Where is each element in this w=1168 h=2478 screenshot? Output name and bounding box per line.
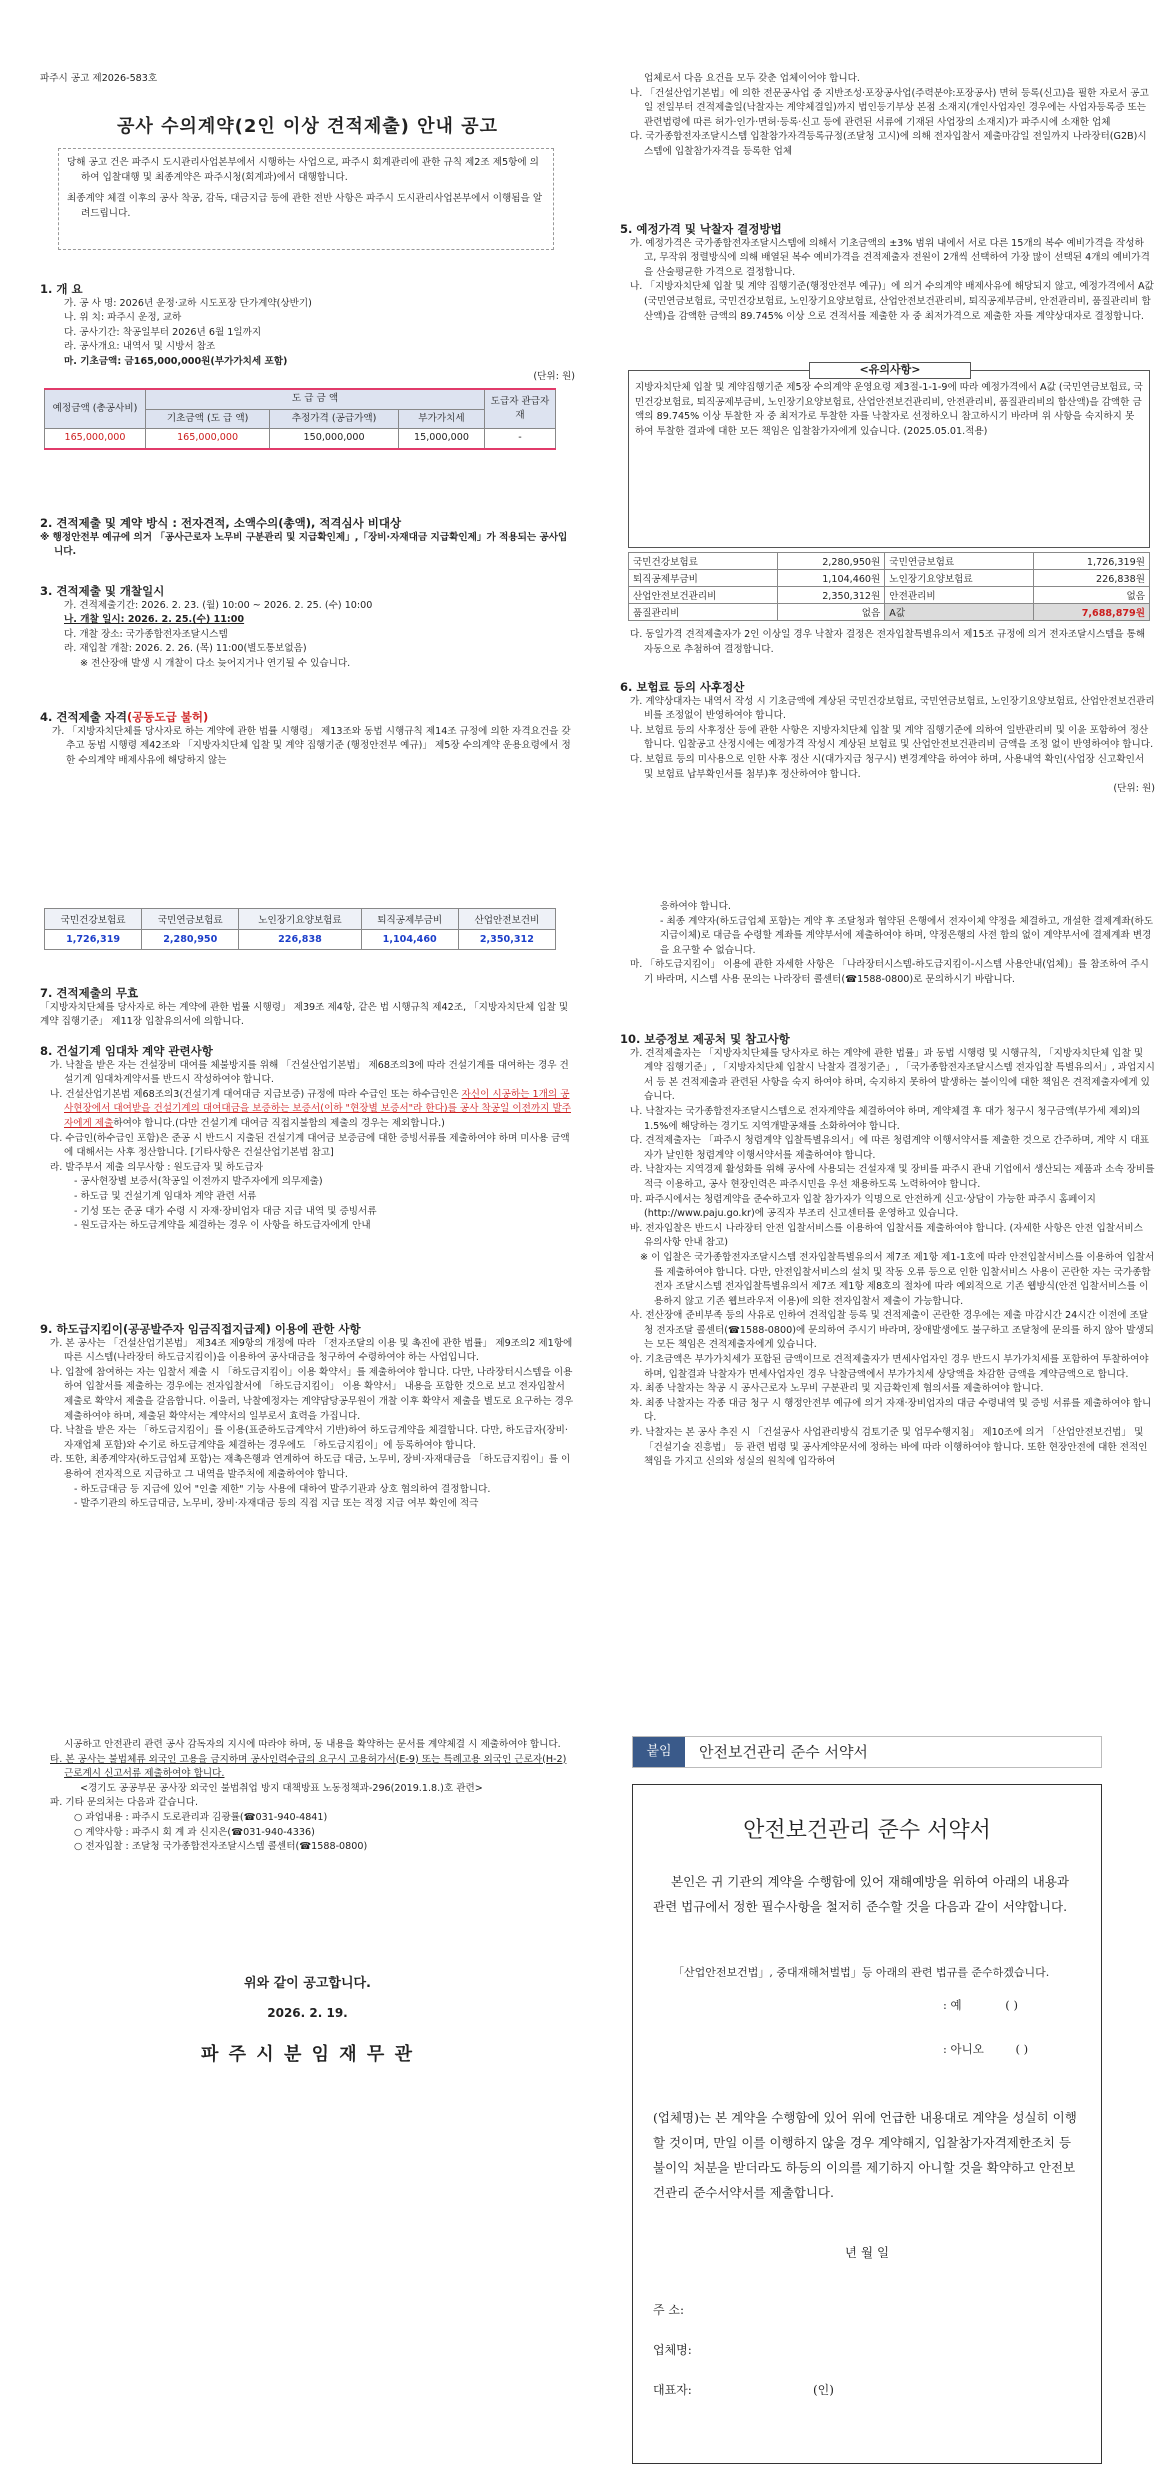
company-field[interactable]: 업체명: xyxy=(653,2343,692,2357)
page-title: 공사 수의계약(2인 이상 견적제출) 안내 공고 xyxy=(117,116,498,137)
cost-label: 산업안전보건관리비 xyxy=(629,587,778,604)
intro-box xyxy=(58,148,554,250)
cost-label: 안전관리비 xyxy=(885,587,1034,604)
sec6-a: 가. 계약상대자는 내역서 작성 시 기초금액에 계상된 국민건강보험료, 국민연금보험료, 노인장기요양보험료, 산업안전보건관리비를 조정없이 반영하여야 합니다. xyxy=(630,695,1155,722)
section-2-note: ※ 행정안전부 예규에 의거 「공사근로자 노무비 구분관리 및 지급확인제」,「장비·자재대금 지급확인제」가 적용되는 공사입니다. xyxy=(40,531,568,558)
sec1-item: 가. 공 사 명: 2026년 운정·교하 시도포장 단가계약(상반기) xyxy=(64,297,312,309)
section-3 xyxy=(40,580,575,672)
sec10-item: 사. 전산장애 준비부족 등의 사유로 인하여 견적입찰 등록 및 견적제출이 곤란한 경우에는 제출 마감시간 24시간 이전에 조달청 전자조달 콜센터(☎1588-0800)에 문의하여 주시기 바라며, 장애발생에도 불구하고 조달청에 문의를 하지 않아 발생되는 모든 책임은 견적제출자에게 있습니다. xyxy=(630,1310,1154,1351)
amount-table xyxy=(44,388,556,450)
right-column-2 xyxy=(620,900,1155,988)
th-estimated: 예정금액 (총공사비) xyxy=(45,389,146,429)
section-5-title: 5. 예정가격 및 낙찰자 결정방법 xyxy=(620,222,782,236)
section-7 xyxy=(40,982,575,1030)
option-no-paren: ( ) xyxy=(1015,2042,1029,2056)
insurance-table xyxy=(44,908,556,950)
sec3-item: 라. 재입찰 개찰: 2026. 2. 26. (목) 11:00(별도통보없음) xyxy=(64,643,307,655)
cost-label: 품질관리비 xyxy=(629,604,778,621)
td-base: 165,000,000 xyxy=(146,429,270,449)
section-4-title-red: (공동도급 불허) xyxy=(127,710,209,724)
sec8-a: 가. 낙찰을 받은 자는 건설장비 대여를 체불방지를 위해 「건설산업기본법」 제68조의3에 따라 건설기계를 대여하는 경우 건설기계 임대차계약서를 반드시 작성하여야 합니다. xyxy=(50,1059,569,1086)
r2-cont: 응하여야 합니다. xyxy=(660,901,731,912)
section-9 xyxy=(40,1318,575,1512)
sec4-a: 가. 「지방자치단체를 당사자로 하는 계약에 관한 법률 시행령」 제13조와 동법 시행규칙 제14조 규정에 의한 자격요건을 갖추고 동법 시행령 제42조와 「지방자치단체 입찰 및 계약 집행기준 (행정안전부 예규)」 제5장 수의계약 운용요령에서 정한 수의계약 배제사유에 해당하지 않는 xyxy=(52,725,571,766)
section-1-title: 1. 개 요 xyxy=(40,282,83,296)
section-6 xyxy=(620,676,1155,797)
closing: 위와 같이 공고합니다. xyxy=(243,1976,371,1991)
sec8-b2: 자신이 시공하는 1개의 공사현장에서 대여받을 건설기계의 대여대금을 보증하는 보증서(이하 "현장별 보증서"라 한다)를 공사 착공일 이전까지 발주자에게 제출 xyxy=(64,1088,572,1129)
sec10-item: ※ 이 입찰은 국가종합전자조달시스템 전자입찰특별유의서 제7조 제1항 제1-1호에 따라 안전입찰서비스를 이용하여 입찰서를 제출하여야 합니다. 다만, 안전입찰서비스의 설치 및 작동 오류 등으로 인한 입찰서비스 사용이 곤란한 자는 국가종합전자 조달시스템 전자입찰특별유의서 제7조 제1항 제8호의 절차에 따라 예외적으로 기존 웹방식(안전 입찰서비스를 이용하지 않고 기존 웹브라우저 이용)에 의한 전자입찰서 제출이 가능합니다. xyxy=(640,1251,1155,1307)
sec10-item: 바. 전자입찰은 반드시 나라장터 안전 입찰서비스를 이용하여 입찰서를 제출하여야 합니다. (자세한 사항은 안전 입찰서비스 유의사항 안내 참고) xyxy=(630,1222,1143,1249)
section-2-title: 2. 견적제출 및 계약 방식 : 전자견적, 소액수의(총액), 적격심사 비대상 xyxy=(40,516,402,530)
sec3-item: ※ 전산장애 발생 시 개찰이 다소 늦어지거나 연기될 수 있습니다. xyxy=(80,657,351,669)
r1-cont: 업체로서 다음 요건을 모두 갖춘 업체이어야 합니다. xyxy=(644,73,860,84)
section-6-title: 6. 보험료 등의 사후정산 xyxy=(620,680,745,694)
ins-header: 국민연금보험료 xyxy=(142,909,239,930)
sec9-a: 가. 본 공사는 「건설산업기본법」 제34조 제9항의 개정에 따라 「전자조달의 이용 및 촉진에 관한 법률」 제9조의2 제1항에 따른 시스템(나라장터 하도급지킴이)을 이용하여 공사대금을 청구하여 수령하여야 하는 사업입니다. xyxy=(50,1337,573,1364)
sec8-d: 라. 발주부서 제출 의무사항 : 원도급자 및 하도급자 xyxy=(50,1161,263,1173)
sec5-a: 가. 예정가격은 국가종합전자조달시스템에 의해서 기초금액의 ±3% 범위 내에서 서로 다른 15개의 복수 예비가격을 작성하고, 무작위 정렬방식에 의해 배열된 복수 예비가격을 견적제출자 전원이 2개씩 선택하여 가장 많이 선택된 4개의 예비가격을 산술평균한 가격으로 결정합니다. xyxy=(630,237,1150,278)
sec10-item: 나. 낙찰자는 국가종합전자조달시스템으로 전자계약을 체결하여야 하며, 계약체결 후 대가 청구시 청구금액(부가세 제외)의 1.5%에 해당하는 경기도 지역개발공채를 소화하여야 합니다. xyxy=(630,1105,1141,1132)
sec8-d-item: - 원도급자는 하도급계약을 체결하는 경우 이 사항을 하도급자에게 안내 xyxy=(74,1220,371,1232)
pledge-title: 안전보건관리 준수 서약서 xyxy=(743,1818,991,1843)
sec10-item: 마. 파주시에서는 청렴계약을 준수하고자 입찰 참가자가 익명으로 안전하게 신고·상담이 가능한 파주시 홈페이지(http://www.paju.go.kr)에 공직자 부조리 신고센터를 운영하고 있습니다. xyxy=(630,1193,1096,1220)
sec1-item: 나. 위 치: 파주시 운정, 교하 xyxy=(64,312,182,324)
cost-label: 국민연금보험료 xyxy=(885,553,1034,570)
sec10-item: 자. 최종 낙찰자는 착공 시 공사근로자 노무비 구분관리 및 지급확인제 협의서를 제출하여야 합니다. xyxy=(630,1383,1044,1395)
sec9-d: 라. 또한, 최종계약자(하도급업체 포함)는 재촉은행과 연계하여 하도급 대금, 노무비, 장비·자재대금을 「하도급지킴이」를 이용하여 전자적으로 지급하고 그 내역을 발주처에 제출하여야 합니다. xyxy=(50,1454,571,1480)
address-field[interactable]: 주 소: xyxy=(653,2303,685,2317)
contact-line: ○ 과업내용 : 파주시 도로관리과 김광률(☎031-940-4841) xyxy=(74,1811,328,1823)
sec10-item: 다. 견적제출자는 「파주시 청렴계약 입찰특별유의서」에 따른 청렴계약 이행서약서를 제출한 것으로 간주하며, 계약 시 대표자가 날인한 청렴계약 이행서약서를 제출하여야 합니다. xyxy=(630,1135,1150,1161)
attachment-header xyxy=(632,1736,1102,1768)
bl-cont: 시공하고 안전관리 관련 공사 감독자의 지시에 따라야 하며, 동 내용을 확약하는 문서를 계약체결 시 제출하여야 합니다. xyxy=(64,1739,561,1750)
ins-value: 226,838 xyxy=(239,930,361,950)
cost-label: 퇴직공제부금비 xyxy=(629,570,778,587)
th-est-price: 추정가격 (공급가액) xyxy=(270,409,399,429)
sec3-item: 나. 개찰 일시: 2026. 2. 25.(수) 11:00 xyxy=(64,614,245,626)
cost-value-a: 7,688,879원 xyxy=(1033,604,1149,621)
th-contract: 도 급 금 액 xyxy=(146,389,485,409)
sec9-d-item: - 하도급대금 등 지급에 있어 "인출 제한" 기능 사용에 대하여 발주기관과 상호 협의하여 결정합니다. xyxy=(74,1483,491,1495)
th-base: 기초금액 (도 급 액) xyxy=(146,409,270,429)
bl-pa: 파. 기타 문의처는 다음과 같습니다. xyxy=(50,1797,199,1809)
sec10-item: 카. 낙찰자는 본 공사 추진 시 「건설공사 사업관리방식 검토기준 및 업무수행지침」 제10조에 의거 「산업안전보건법」 및 「건설기술 진흥법」 등 관련 법령 및 공사계약문서에 정하는 바에 따라 이행하여야 합니다. 또한 현장안전에 대한 전적인 책임을 가지고 신의와 성실의 원칙에 입각하여 xyxy=(630,1427,1148,1468)
section-9-title: 9. 하도급지킴이(공공발주자 임금직접지급제) 이용에 관한 사항 xyxy=(40,1322,361,1336)
cost-value: 2,350,312원 xyxy=(777,587,885,604)
sec5-b: 나. 「지방자치단체 입찰 및 계약 집행기준(행정안전부 예규)」에 의거 수의계약 배제사유에 해당되지 않고, 예정가격에서 A값(국민연금보험료, 국민건강보험료, 노인장기요양보험료, 산업안전보건관리비, 퇴직공제부금비, 안전관리비, 품질관리비 합산액)을 감액한 금액의 89.745% 이상 으로 견적서를 제출한 자 중 최저가격으로 제출한 자를 계약상대자로 결정합니다. xyxy=(630,281,1154,322)
sec8-d-item: - 기성 또는 준공 대가 수령 시 자재·장비업자 대금 지급 내역 및 증빙서류 xyxy=(74,1205,377,1217)
cost-label: 국민건강보험료 xyxy=(629,553,778,570)
section-8-title: 8. 건설기계 임대차 계약 관련사항 xyxy=(40,1044,213,1058)
r1-c: 다. 국가종합전자조달시스템 입찰참가자격등록규정(조달청 고시)에 의해 전자입찰서 제출마감일 전일까지 나라장터(G2B)시스템에 입찰참가자격을 등록한 업체 xyxy=(630,131,1147,157)
caution-title: <유의사항> xyxy=(809,362,971,379)
td-est-price: 150,000,000 xyxy=(270,429,399,449)
contact-line: ○ 계약사항 : 파주시 회 계 과 신지은(☎031-940-4336) xyxy=(74,1826,315,1838)
sec9-c: 다. 낙찰을 받은 자는 「하도급지킴이」를 이용(표준하도급계약서 기반)하여 하도급계약을 체결합니다. 다만, 하도급자(장비·자재업체 포함)와 수기로 하도급계약을 체결하는 경우에도 「하도급지킴이」에 등록하여야 합니다. xyxy=(50,1425,568,1451)
td-vat: 15,000,000 xyxy=(398,429,484,449)
sec6-unit: (단위: 원) xyxy=(1113,783,1155,795)
sec3-item: 다. 개찰 장소: 국가종합전자조달시스템 xyxy=(64,628,228,640)
attachment-title: 안전보건관리 준수 서약서 xyxy=(699,1743,868,1761)
sec5-c: 다. 동일가격 견적제출자가 2인 이상일 경우 낙찰자 결정은 전자입찰특별유의서 제15조 규정에 의거 전자조달시스템을 통해 자동으로 추첨하여 결정합니다. xyxy=(630,629,1146,655)
cost-value: 2,280,950원 xyxy=(777,553,885,570)
td-estimated: 165,000,000 xyxy=(45,429,146,449)
sec8-b3: 하여야 합니다.(다만 건설기계 대여금 직접지불합의 제출의 경우는 제외합니다.) xyxy=(113,1117,445,1129)
r1-b: 나. 「건설산업기본법」에 의한 전문공사업 중 지반조성·포장공사업(주력분야:포장공사) 면허 등록(신고)을 필한 자로서 공고일 전일부터 견적제출일(낙찰자는 계약체결일)까지 법인등기부상 본점 소재지(개인사업자인 경우에는 사업자등록증 또는 관련법령에 따른 허가·인가·면허·등록·신고 등에 관련된 서류에 기재된 사업장의 소재지)가 파주시에 소재한 업체 xyxy=(630,87,1149,128)
unit-label: (단위: 원) xyxy=(533,370,575,382)
ins-header: 국민건강보험료 xyxy=(45,909,142,930)
issuer: 파 주 시 분 임 재 무 관 xyxy=(201,2044,414,2065)
right-column-1 xyxy=(620,72,1155,160)
option-yes-paren: ( ) xyxy=(1005,1998,1018,2012)
r2-bullet: - 최종 계약자(하도급업체 포함)는 계약 후 조달청과 협약된 은행에서 전자이체 약정을 체결하고, 개설한 결제계좌(하도지급이체)로 대금을 수령할 계좌를 계약부서에 제출하여야 하며, 약정은행의 사전 합의 없이 계약부서에 결제계좌 변경을 요구할 수 없습니다. xyxy=(660,915,1153,956)
cost-value: 없음 xyxy=(777,604,885,621)
sec10-item: 차. 최종 낙찰자는 각종 대금 청구 시 행정안전부 예규에 의거 자재·장비업자의 대금 수령내역 및 증빙 서류를 제출하여야 합니다. xyxy=(630,1397,1152,1424)
sec1-item: 마. 기초금액: 금165,000,000원(부가가치세 포함) xyxy=(64,355,288,367)
section-7-title: 7. 견적제출의 무효 xyxy=(40,986,139,1000)
sec3-item: 가. 견적제출기간: 2026. 2. 23. (월) 10:00 ~ 2026. 2. 25. (수) 10:00 xyxy=(64,599,373,611)
cost-value: 1,104,460원 xyxy=(777,570,885,587)
ins-header: 노인장기요양보험료 xyxy=(239,909,361,930)
sec8-b1: 나. 건설산업기본법 제68조의3(건설기계 대여대금 지급보증) 규정에 따라 수급인 또는 하수급인은 xyxy=(50,1088,459,1100)
section-4 xyxy=(40,706,575,768)
bottom-left xyxy=(40,1738,575,1855)
section-3-title: 3. 견적제출 및 개찰일시 xyxy=(40,584,165,598)
ins-header: 산업안전보건비 xyxy=(458,909,555,930)
attachment-tag: 붙임 xyxy=(633,1737,685,1767)
sec1-item: 다. 공사기간: 착공일부터 2026년 6월 1일까지 xyxy=(64,326,262,338)
cost-label: 노인장기요양보험료 xyxy=(885,570,1034,587)
section-4-title: 4. 견적제출 자격 xyxy=(40,710,128,724)
ins-value: 1,726,319 xyxy=(45,930,142,950)
cost-value: 226,838원 xyxy=(1033,570,1149,587)
intro-line-1: 당해 공고 건은 파주시 도시관리사업본부에서 시행하는 사업으로, 파주시 회계관리에 관한 규칙 제2조 제5항에 의하여 입찰대행 및 최종계약은 파주시청(회계과)에서 대행합니다. xyxy=(67,157,539,183)
option-no-label: : 아니오 xyxy=(943,2042,984,2056)
intro-line-2: 최종계약 체결 이후의 공사 착공, 감독, 대금지급 등에 관한 전반 사항은 파주시 도시관리사업본부에서 이행됨을 알려드립니다. xyxy=(67,193,543,219)
th-supplied: 도급자 관급자재 xyxy=(485,389,556,429)
cost-value: 없음 xyxy=(1033,587,1149,604)
ins-header: 퇴직공제부금비 xyxy=(361,909,458,930)
sec10-item: 라. 낙찰자는 지역경제 활성화를 위해 공사에 사용되는 건설자재 및 장비를 파주시 관내 기업에서 생산되는 제품과 소속 장비를 적극 이용하고, 공사 현장인력은 파주시민을 우선 채용하도록 노력하여야 합니다. xyxy=(630,1164,1155,1190)
sec10-item: 가. 견적제출자는 「지방자치단체를 당사자로 하는 계약에 관한 법률」과 동법 시행령 및 시행규칙, 「지방자치단체 입찰 및 계약 집행기준」, 「지방자치단체 입찰시 낙찰자 결정기준」, 「국가종합전자조달시스템 전자입찰 특별유의서」, 과업지시서 등 본 견적제출과 관련된 사항을 숙지 하여야 하며, 숙지하지 못하여 발생하는 불이익에 대한 책임은 견적제출자에게 있습니다. xyxy=(630,1047,1155,1103)
td-supplied: - xyxy=(485,429,556,449)
contact-line: ○ 전자입찰 : 조달청 국가종합전자조달시스템 콜센터(☎1588-0800) xyxy=(74,1841,368,1853)
cost-table xyxy=(628,552,1150,621)
section-10-title: 10. 보증정보 제공처 및 참고사항 xyxy=(620,1032,790,1046)
option-no[interactable] xyxy=(943,2041,1028,2057)
section-8 xyxy=(40,1040,575,1234)
representative-field[interactable]: 대표자: xyxy=(653,2383,692,2397)
caution-box xyxy=(628,363,1150,548)
seal-mark: (인) xyxy=(813,2383,834,2397)
sec7-text: 「지방자치단체를 당사자로 하는 계약에 관한 법률 시행령」 제39조 제4항, 같은 법 시행규칙 제42조, 「지방자치단체 입찰 및 계약 집행기준」 제11장 입찰유의서에 의합니다. xyxy=(40,1001,569,1028)
r2-ma: 마. 「하도급지킴이」 이용에 관한 자세한 사항은 「나라장터시스템-하도급지킴이-시스템 사용안내(업체)」를 참조하여 주시기 바라며, 시스템 사용 문의는 나라장터 콜센터(☎1588-0800)로 문의하시기 바랍니다. xyxy=(630,959,1149,985)
option-yes[interactable] xyxy=(943,1997,1018,2013)
ins-value: 2,280,950 xyxy=(142,930,239,950)
sec6-b: 나. 보험료 등의 사후정산 등에 관한 사항은 지방자치단체 입찰 및 계약 집행기준에 의하여 일반관리비 및 이윤 포함하여 정산합니다. 입찰공고 산정시에는 예정가격 작성시 계상된 보험료 및 산업안전보건관리비 금액을 조정 없이 반영하여야 합니다. xyxy=(630,724,1154,751)
sec10-item: 아. 기초금액은 부가가치세가 포함된 금액이므로 견적제출자가 면세사업자인 경우 반드시 부가가치세를 포함하여 투찰하여야 하며, 입찰결과 낙찰자가 면세사업자인 경우 낙찰금액에서 부가가치세 상당액을 차감한 금액을 계약금액으로 합니다. xyxy=(630,1354,1149,1380)
sec8-d-item: - 하도급 및 건설기계 임대차 계약 관련 서류 xyxy=(74,1190,257,1202)
section-5c xyxy=(620,628,1155,657)
sec1-item: 라. 공사개요: 내역서 및 시방서 참조 xyxy=(64,341,216,353)
pledge-date[interactable]: 년 월 일 xyxy=(844,2245,890,2260)
bl-ta-ref: <경기도 공공부문 공사장 외국인 불법취업 방지 대책방표 노동정책과-296(2019.1.8.)호 관련> xyxy=(80,1782,483,1794)
closing-date: 2026. 2. 19. xyxy=(267,2006,348,2020)
th-vat: 부가가치세 xyxy=(398,409,484,429)
sec9-d-item: - 발주기관의 하도급대금, 노무비, 장비·자재대금 등의 직접 지급 또는 적정 지급 여부 확인에 적극 xyxy=(74,1498,479,1510)
option-yes-label: : 예 xyxy=(943,1998,962,2012)
cost-value: 1,726,319원 xyxy=(1033,553,1149,570)
pledge-p1: 본인은 귀 기관의 계약을 수행함에 있어 재해예방을 위하여 아래의 내용과 관련 법규에서 정한 필수사항을 철저히 준수할 것을 다음과 같이 서약합니다. xyxy=(653,1874,1070,1914)
pledge-form xyxy=(632,1784,1102,2464)
cost-label-a: A값 xyxy=(885,604,1034,621)
section-1 xyxy=(40,278,575,450)
pledge-p2: 「산업안전보건법」, 중대재해처벌법」등 아래의 관련 법규를 준수하겠습니다. xyxy=(673,1966,1050,1979)
sec9-b: 나. 입찰에 참여하는 자는 입찰서 제출 시 「하도급지킴이」이용 확약서」를 제출하여야 합니다. 다만, 나라장터시스템을 이용하여 입찰서를 제출하는 경우에는 전자입찰서에 「하도급지킴이」 이용 확약서」 내용을 포함한 것으로 보고 전자입찰서 제출로 확약서 제출을 갈음합니다. 이울러, 낙찰예정자는 계약담당공무원이 개찰 이후 확약서 제출을 별도로 요구하는 경우 제출하여야 하며, 제출된 확약서는 계약서의 일부로서 효력을 가집니다. xyxy=(50,1366,574,1422)
bl-ta: 타. 본 공사는 불법체류 외국인 고용을 금지하며 공사인력수급의 요구시 고용허가서(E-9) 또는 특례고용 외국인 근로자(H-2) 근로계시 신고서류 제출하여야 합니다. xyxy=(50,1753,567,1780)
sec6-c: 다. 보험료 등의 미사용으로 인한 사후 정산 시(대가지급 청구시) 변경계약을 하여야 하며, 사용내역 확인(사업장 신고확인서 및 보험료 납부확인서를 첨부)후 정산하여야 합니다. xyxy=(630,753,1145,780)
section-2 xyxy=(40,512,575,560)
pledge-p3: (업체명)는 본 계약을 수행함에 있어 위에 언급한 내용대로 계약을 성실히 이행할 것이며, 만일 이를 이행하지 않을 경우 계약해지, 입찰참가자격제한조치 등 불이익 처분을 받더라도 하등의 이의를 제기하지 아니할 것을 확약하고 안전보건관리 준수서약서를 제출합니다. xyxy=(653,2110,1077,2200)
section-5 xyxy=(620,218,1155,324)
notice-number: 파주시 공고 제2026-583호 xyxy=(40,73,158,84)
caution-text: 지방자치단체 입찰 및 계약집행기준 제5장 수의계약 운영요령 제3절-1-1-9에 따라 예정가격에서 A값 (국민연금보험료, 국민건강보험료, 퇴직공제부금비, 노인장기요양보험료, 산업안전보건관리비, 안전관리비, 품질관리비의 합산액)을 감액한 금액의 89.745% 이상 투찰한 자 중 최저가로 투찰한 자를 낙찰자로 선정하오니 참고하시기 바라며 위 사항을 숙지하지 못하여 투찰한 결과에 대한 모든 책임은 입찰참가자에게 있습니다. (2025.05.01.적용) xyxy=(635,382,1143,437)
ins-value: 2,350,312 xyxy=(458,930,555,950)
section-10 xyxy=(620,1028,1155,1470)
sec8-c: 다. 수급인(하수급인 포함)은 준공 시 반드시 지출된 건설기계 대여금 보증금에 대한 증빙서류를 제출하여야 하며 미사용 금액에 대해서는 사후 정산합니다. [기타사항은 건설산업기본법 참고] xyxy=(50,1132,570,1159)
sec8-d-item: - 공사현장별 보증서(착공일 이전까지 발주자에게 의무제출) xyxy=(74,1176,323,1188)
ins-value: 1,104,460 xyxy=(361,930,458,950)
